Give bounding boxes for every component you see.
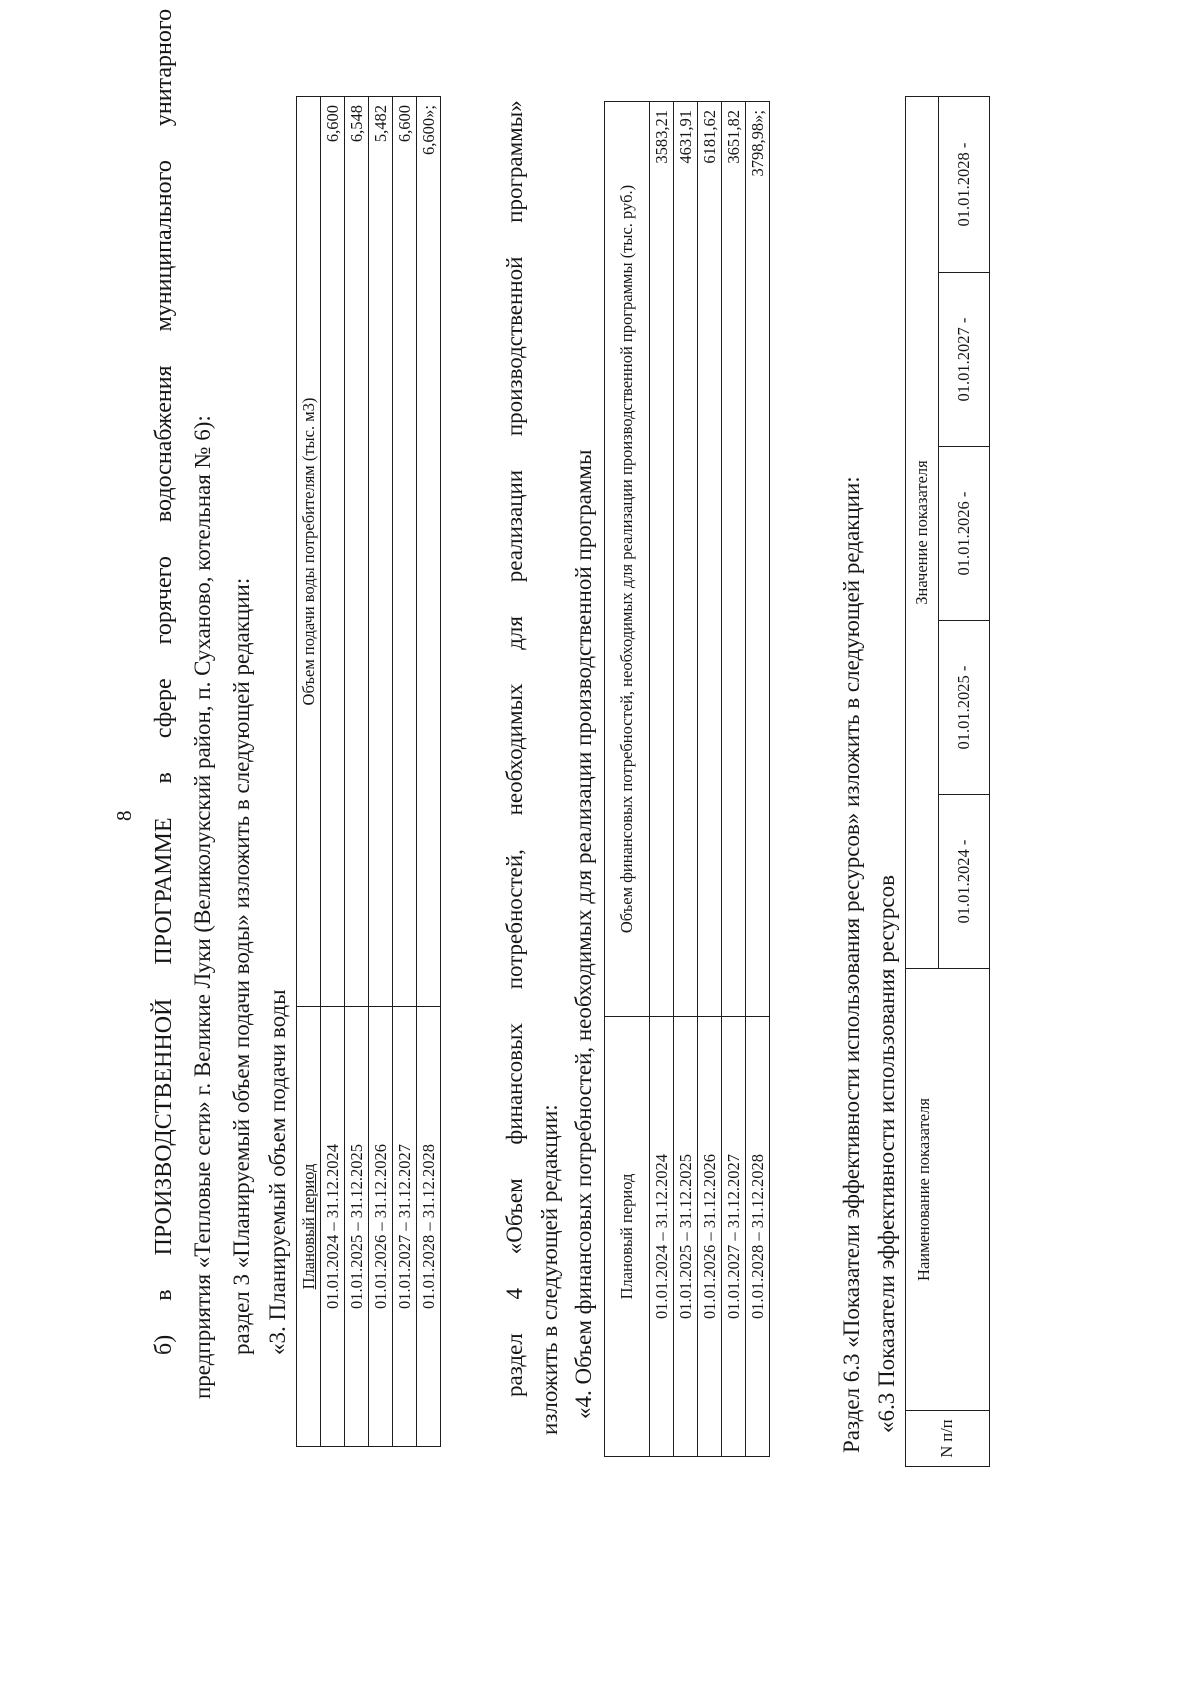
column-header-financial: Объем финансовых потребностей, необходимых для реализации производственной программы (тыс. руб.) xyxy=(605,102,650,1017)
value-cell: 6,600»; xyxy=(417,97,441,1007)
date-header-2024: 01.01.2024 - xyxy=(939,795,990,969)
date-header-2026: 01.01.2026 - xyxy=(939,447,990,621)
table-row xyxy=(722,102,746,1457)
column-header-name: Наименование показателя xyxy=(906,969,990,1411)
table-row xyxy=(650,102,674,1457)
value-cell: 6,600 xyxy=(321,97,345,1007)
value-cell: 6,548 xyxy=(345,97,369,1007)
period-cell: 01.01.2028 – 31.12.2028 xyxy=(746,1017,770,1457)
column-header-value: Значение показателя xyxy=(906,96,939,968)
table-header-row xyxy=(297,97,321,1447)
section4-line-2: изложить в следующей редакции: xyxy=(537,1104,562,1435)
intro-line-2: предприятия «Тепловые сети» г. Великие Луки (Великолукский район, п. Суханово, котельная № 6): xyxy=(190,415,215,1399)
table4-caption: «4. Объем финансовых потребностей, необходимых для реализации производственной программы xyxy=(571,449,596,1419)
section4-line-1: раздел 4 «Объем финансовых потребностей, необходимых для реализации производственной программы» xyxy=(502,100,527,1397)
value-cell: 3583,21 xyxy=(650,102,674,1017)
period-cell: 01.01.2025 – 31.12.2025 xyxy=(345,1007,369,1447)
table-row xyxy=(674,102,698,1457)
column-header-period: Плановый период xyxy=(605,1017,650,1457)
date-header-2025: 01.01.2025 - xyxy=(939,621,990,795)
value-cell: 3798,98»; xyxy=(746,102,770,1017)
table-row xyxy=(393,97,417,1447)
table-row xyxy=(345,97,369,1447)
table-row xyxy=(417,97,441,1447)
period-cell: 01.01.2025 – 31.12.2025 xyxy=(674,1017,698,1457)
table6-caption: «6.3 Показатели эффективности использования ресурсов xyxy=(874,875,899,1433)
column-header-number: N п/п xyxy=(906,1411,990,1467)
table-row xyxy=(321,97,345,1447)
date-header-2028: 01.01.2028 - xyxy=(939,96,990,272)
value-cell: 4631,91 xyxy=(674,102,698,1017)
table-row xyxy=(746,102,770,1457)
table-financial-needs xyxy=(604,101,770,1457)
intro-line-1: б) в ПРОИЗВОДСТВЕННОЙ ПРОГРАММЕ в сфере горячего водоснабжения муниципального унитарного xyxy=(151,8,177,1355)
period-cell: 01.01.2024 – 31.12.2024 xyxy=(650,1017,674,1457)
value-cell: 6181,62 xyxy=(698,102,722,1017)
table-row xyxy=(698,102,722,1457)
period-cell: 01.01.2026 – 31.12.2026 xyxy=(369,1007,393,1447)
value-cell: 3651,82 xyxy=(722,102,746,1017)
section6-line-1: Раздел 6.3 «Показатели эффективности использования ресурсов» изложить в следующей редакции: xyxy=(839,476,864,1453)
column-header-period: Плановый период xyxy=(297,1007,321,1447)
table3-caption: «3. Планируемый объем подачи воды xyxy=(265,989,290,1355)
period-cell: 01.01.2027 – 31.12.2027 xyxy=(722,1017,746,1457)
value-cell: 5,482 xyxy=(369,97,393,1007)
page-number: 8 xyxy=(112,810,136,821)
intro-line-3: раздел 3 «Планируемый объем подачи воды» изложить в следующей редакции: xyxy=(229,577,254,1355)
period-cell: 01.01.2028 – 31.12.2028 xyxy=(417,1007,441,1447)
table-resource-efficiency xyxy=(905,96,990,1467)
value-cell: 6,600 xyxy=(393,97,417,1007)
table-water-volume xyxy=(296,96,441,1447)
table-header-row xyxy=(605,102,650,1457)
period-cell: 01.01.2026 – 31.12.2026 xyxy=(698,1017,722,1457)
column-header-volume: Объем подачи воды потребителям (тыс. м3) xyxy=(297,97,321,1007)
table-header-row xyxy=(906,96,939,1466)
period-cell: 01.01.2024 – 31.12.2024 xyxy=(321,1007,345,1447)
date-header-2027: 01.01.2027 - xyxy=(939,273,990,447)
table-row xyxy=(369,97,393,1447)
period-cell: 01.01.2027 – 31.12.2027 xyxy=(393,1007,417,1447)
